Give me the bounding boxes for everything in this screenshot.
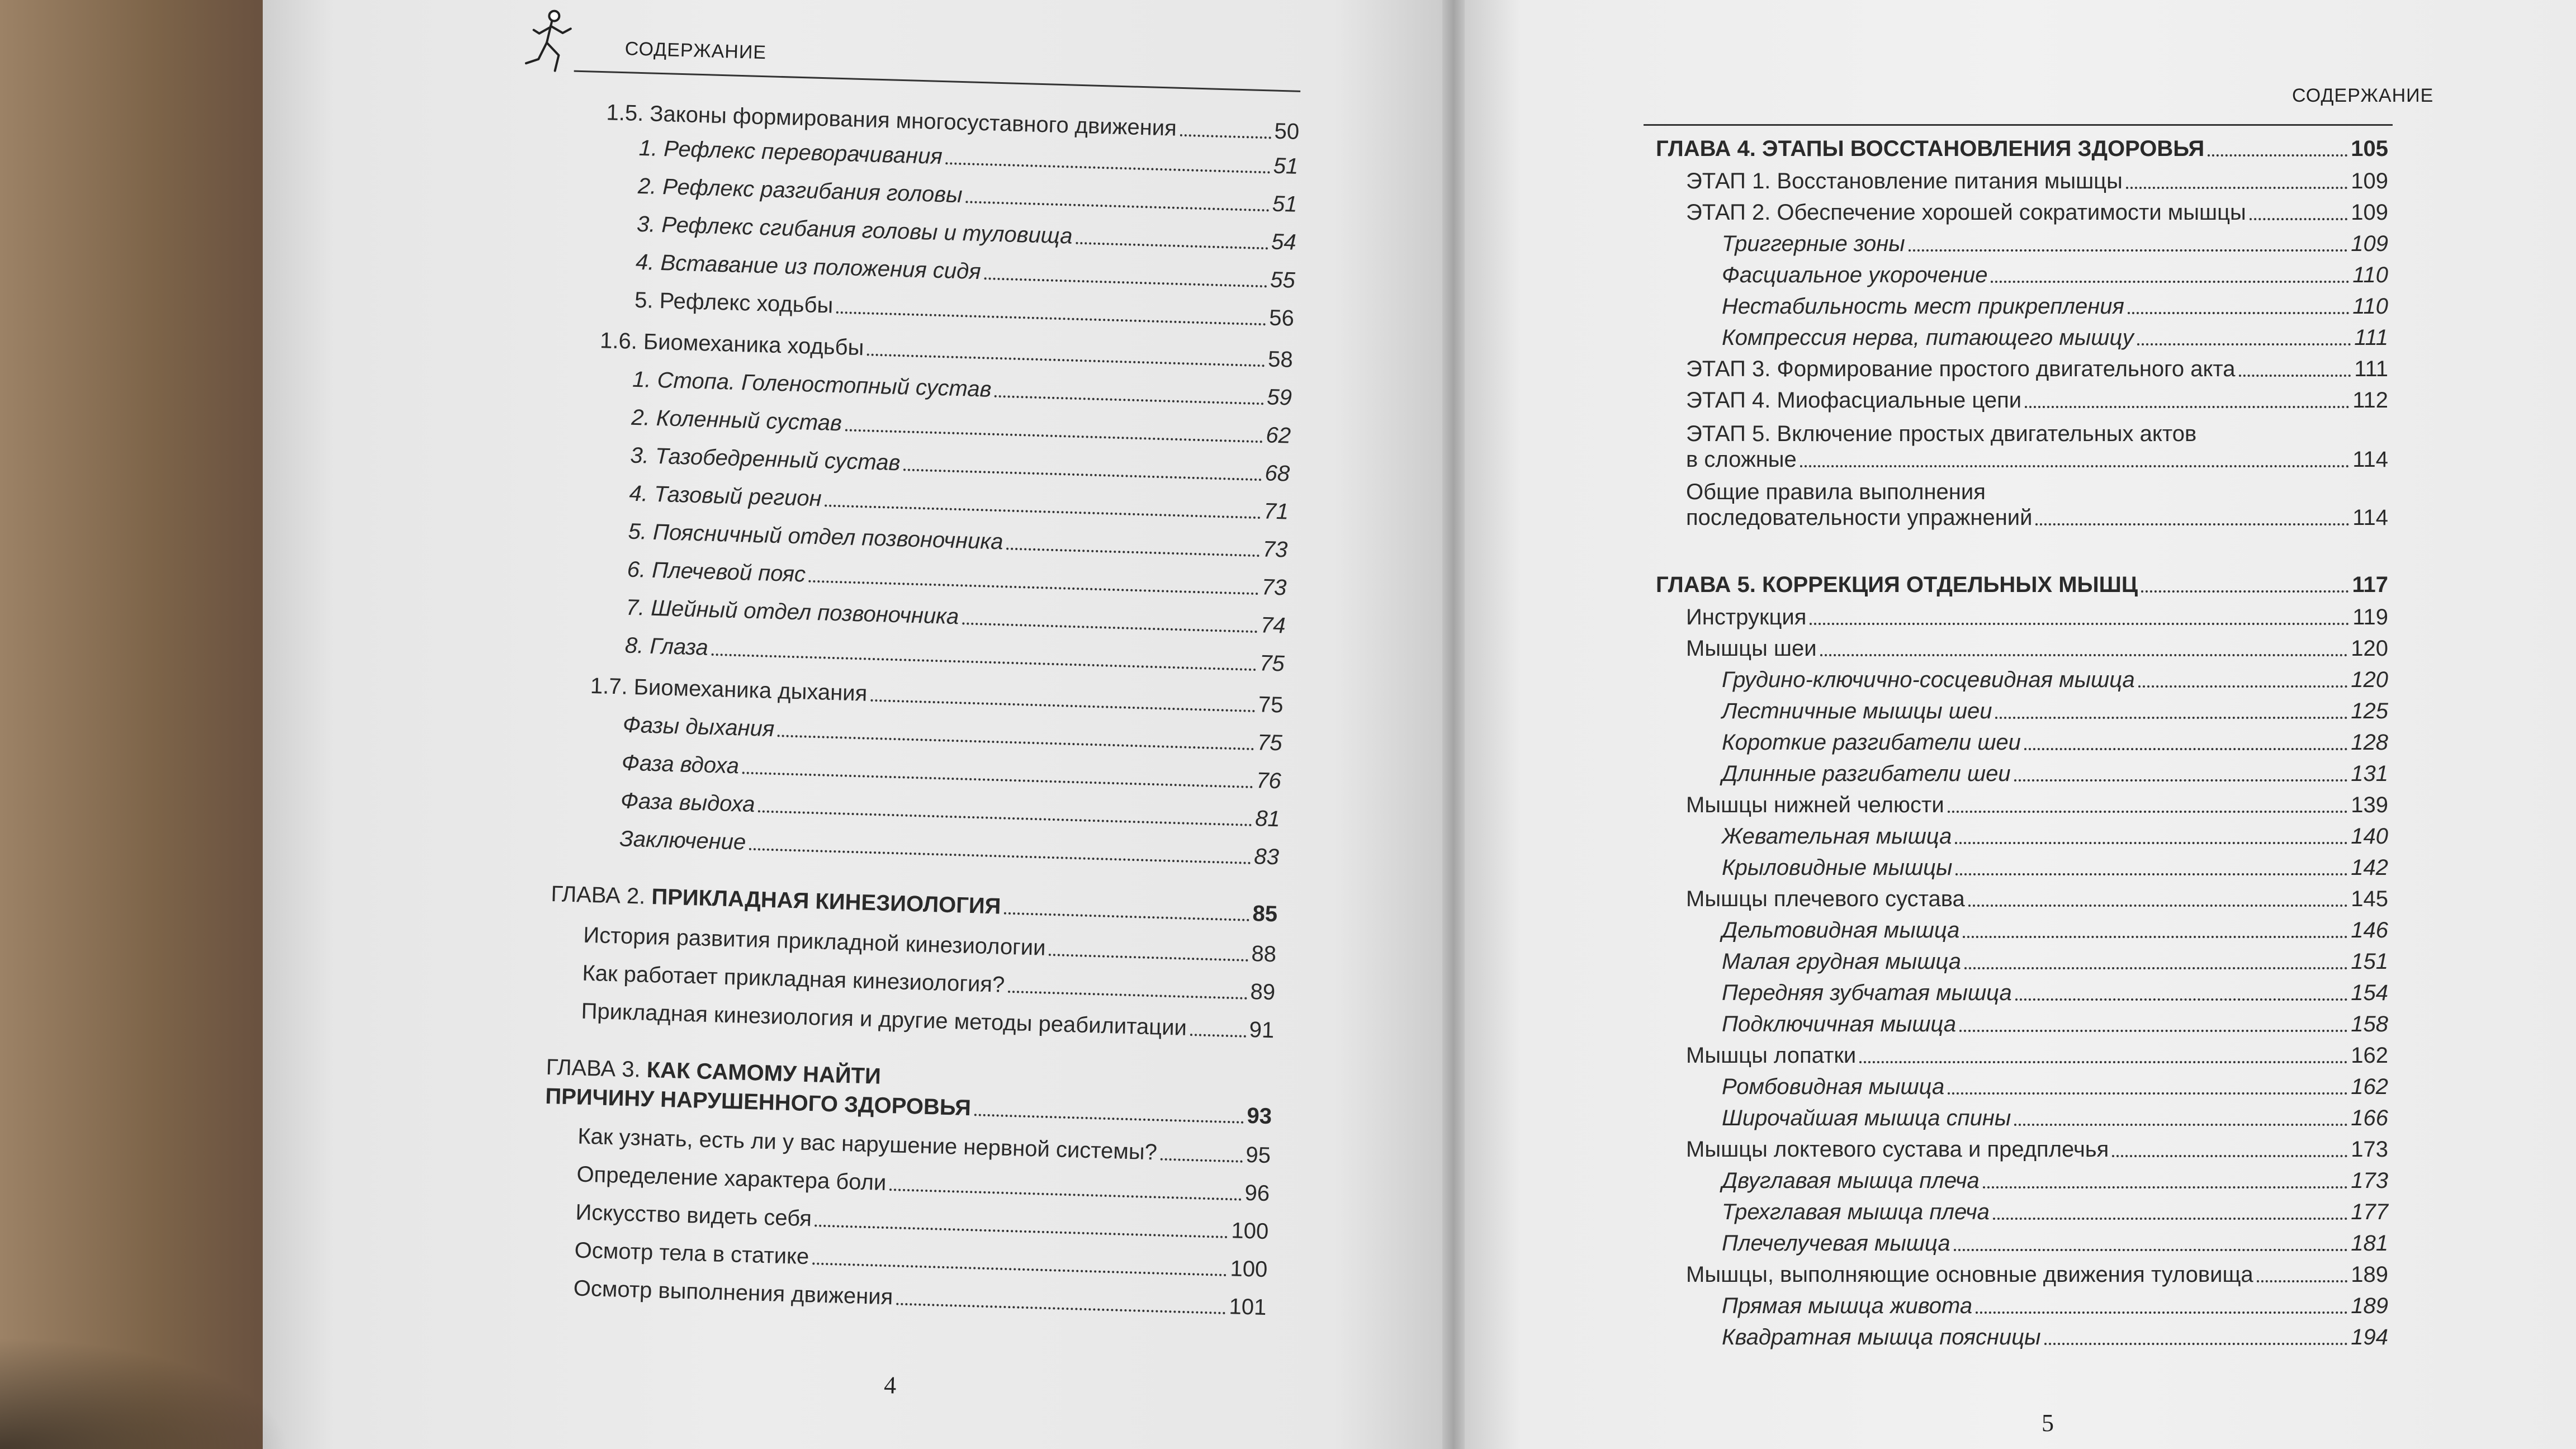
toc-entry: Плечелучевая мышца 181 bbox=[1722, 1231, 2388, 1256]
toc-entry: Фаза выдоха 81 bbox=[620, 788, 1281, 832]
toc-entry: 3. Тазобедренный сустав 68 bbox=[629, 443, 1290, 486]
toc-entry: Триггерные зоны 109 bbox=[1722, 231, 2388, 256]
left-page-number: 4 bbox=[883, 1371, 897, 1399]
toc-entry: 8. Глаза 75 bbox=[624, 633, 1285, 676]
toc-entry: Мышцы лопатки 162 bbox=[1686, 1043, 2388, 1068]
toc-entry: Как узнать, есть ли у вас нарушение нервной системы? 95 bbox=[577, 1124, 1271, 1168]
left-page-content bbox=[263, 0, 1453, 1449]
toc-entry: Передняя зубчатая мышца 154 bbox=[1722, 981, 2388, 1005]
toc-entry: ЭТАП 4. Миофасциальные цепи 112 bbox=[1686, 388, 2388, 413]
toc-entry: Искусство видеть себя 100 bbox=[575, 1200, 1269, 1244]
toc-entry: Длинные разгибатели шеи 131 bbox=[1722, 761, 2388, 786]
toc-entry: 4. Вставание из положения сидя 55 bbox=[635, 249, 1296, 293]
toc-entry: Прикладная кинезиология и другие методы реабилитации 91 bbox=[581, 998, 1275, 1043]
corner-shadow bbox=[0, 1337, 291, 1449]
toc-entry: 2. Коленный сустав 62 bbox=[631, 405, 1291, 448]
toc-entry: Фаза вдоха 76 bbox=[621, 750, 1282, 794]
toc-entry-line1: ЭТАП 5. Включение простых двигательных актов bbox=[1686, 422, 2197, 446]
toc-entry: Мышцы шеи 120 bbox=[1686, 636, 2388, 661]
toc-entry: Мышцы локтевого сустава и предплечья 173 bbox=[1686, 1137, 2388, 1162]
toc-entry: Фазы дыхания 75 bbox=[622, 712, 1283, 756]
right-header bbox=[2292, 85, 2433, 107]
toc-entry: Широчайшая мышца спины 166 bbox=[1722, 1106, 2388, 1130]
toc-entry: Прямая мышца живота 189 bbox=[1722, 1294, 2388, 1318]
toc-entry: Квадратная мышца поясницы 194 bbox=[1722, 1325, 2388, 1349]
toc-entry: в сложные 114 bbox=[1686, 447, 2388, 472]
toc-entry: 1. Рефлекс переворачивания 51 bbox=[638, 135, 1299, 179]
toc-entry: 2. Рефлекс разгибания головы 51 bbox=[637, 173, 1298, 217]
toc-entry: Нестабильность мест прикрепления 110 bbox=[1722, 294, 2388, 319]
toc-entry: 6. Плечевой пояс 73 bbox=[627, 557, 1287, 600]
toc-entry: 1. Стопа. Голеностопный сустав 59 bbox=[632, 367, 1292, 410]
toc-entry: 1.5. Законы формирования многосуставного движения 50 bbox=[606, 100, 1300, 144]
running-figure-icon bbox=[518, 7, 581, 82]
toc-entry: 4. Тазовый регион 71 bbox=[628, 481, 1289, 524]
toc-entry-line1: Общие правила выполнения bbox=[1686, 480, 1986, 504]
toc-entry: Заключение 83 bbox=[619, 826, 1280, 870]
toc-entry: Малая грудная мышца 151 bbox=[1722, 949, 2388, 974]
toc-entry: 5. Рефлекс ходьбы 56 bbox=[634, 287, 1295, 331]
toc-entry: Мышцы плечевого сустава 145 bbox=[1686, 887, 2388, 911]
toc-entry: последовательности упражнений 114 bbox=[1686, 505, 2388, 530]
toc-entry: Мышцы нижней челюсти 139 bbox=[1686, 793, 2388, 817]
toc-entry: ЭТАП 2. Обеспечение хорошей сократимости мышцы 109 bbox=[1686, 200, 2388, 225]
toc-entry: Ромбовидная мышца 162 bbox=[1722, 1074, 2388, 1099]
right-header-label: СОДЕРЖАНИЕ bbox=[2292, 85, 2434, 106]
toc-entry: 1.6. Биомеханика ходьбы 58 bbox=[599, 328, 1294, 372]
toc-entry: Лестничные мышцы шеи 125 bbox=[1722, 699, 2388, 723]
toc-entry: История развития прикладной кинезиологии 88 bbox=[583, 922, 1277, 967]
toc-entry: Грудино-ключично-сосцевидная мышца 120 bbox=[1722, 667, 2388, 692]
left-header bbox=[624, 38, 766, 64]
toc-entry: Жевательная мышца 140 bbox=[1722, 824, 2388, 849]
left-page bbox=[263, 0, 1453, 1449]
toc-chapter-5: ГЛАВА 5. КОРРЕКЦИЯ ОТДЕЛЬНЫХ МЫШЦ 117 bbox=[1656, 572, 2388, 597]
toc-entry: Двуглавая мышца плеча 173 bbox=[1722, 1168, 2388, 1193]
toc-entry: 3. Рефлекс сгибания головы и туловища 54 bbox=[636, 211, 1297, 255]
toc-chapter-3-line1: ГЛАВА 3. КАК САМОМУ НАЙТИ bbox=[546, 1054, 882, 1089]
toc-entry: 5. Поясничный отдел позвоночника 73 bbox=[628, 519, 1288, 562]
toc-entry: 1.7. Биомеханика дыхания 75 bbox=[590, 673, 1284, 718]
toc-chapter-2: ГЛАВА 2. ПРИКЛАДНАЯ КИНЕЗИОЛОГИЯ 85 bbox=[550, 882, 1278, 927]
toc-entry: Крыловидные мышцы 142 bbox=[1722, 855, 2388, 880]
toc-entry: Осмотр выполнения движения 101 bbox=[573, 1276, 1267, 1320]
toc-entry: Короткие разгибатели шеи 128 bbox=[1722, 730, 2388, 755]
right-page-number: 5 bbox=[2042, 1409, 2054, 1437]
toc-chapter-4: ГЛАВА 4. ЭТАПЫ ВОССТАНОВЛЕНИЯ ЗДОРОВЬЯ 105 bbox=[1656, 136, 2388, 161]
toc-entry: Мышцы, выполняющие основные движения туловища 189 bbox=[1686, 1262, 2388, 1287]
toc-entry: ЭТАП 3. Формирование простого двигательного акта 111 bbox=[1686, 357, 2388, 381]
toc-entry: Подключичная мышца 158 bbox=[1722, 1012, 2388, 1036]
right-header-rule bbox=[1644, 124, 2393, 126]
book-gutter bbox=[1442, 0, 1465, 1449]
toc-entry: Трехглавая мышца плеча 177 bbox=[1722, 1200, 2388, 1224]
toc-entry: Компрессия нерва, питающего мышцу 111 bbox=[1722, 325, 2388, 350]
toc-entry: 7. Шейный отдел позвоночника 74 bbox=[626, 595, 1286, 638]
toc-entry: ЭТАП 1. Восстановление питания мышцы 109 bbox=[1686, 169, 2388, 193]
toc-entry: Дельтовидная мышца 146 bbox=[1722, 918, 2388, 943]
toc-chapter-3: ПРИЧИНУ НАРУШЕННОГО ЗДОРОВЬЯ 93 bbox=[544, 1083, 1272, 1129]
toc-entry: Определение характера боли 96 bbox=[576, 1162, 1270, 1206]
left-header-rule bbox=[574, 70, 1301, 92]
right-page bbox=[1453, 0, 2576, 1449]
toc-entry: Фасциальное укорочение 110 bbox=[1722, 263, 2388, 287]
toc-entry: Инструкция 119 bbox=[1686, 605, 2388, 629]
toc-entry: Как работает прикладная кинезиология? 89 bbox=[582, 960, 1276, 1005]
toc-entry: Осмотр тела в статике 100 bbox=[574, 1238, 1268, 1282]
left-header-label: СОДЕРЖАНИЕ bbox=[624, 38, 767, 64]
